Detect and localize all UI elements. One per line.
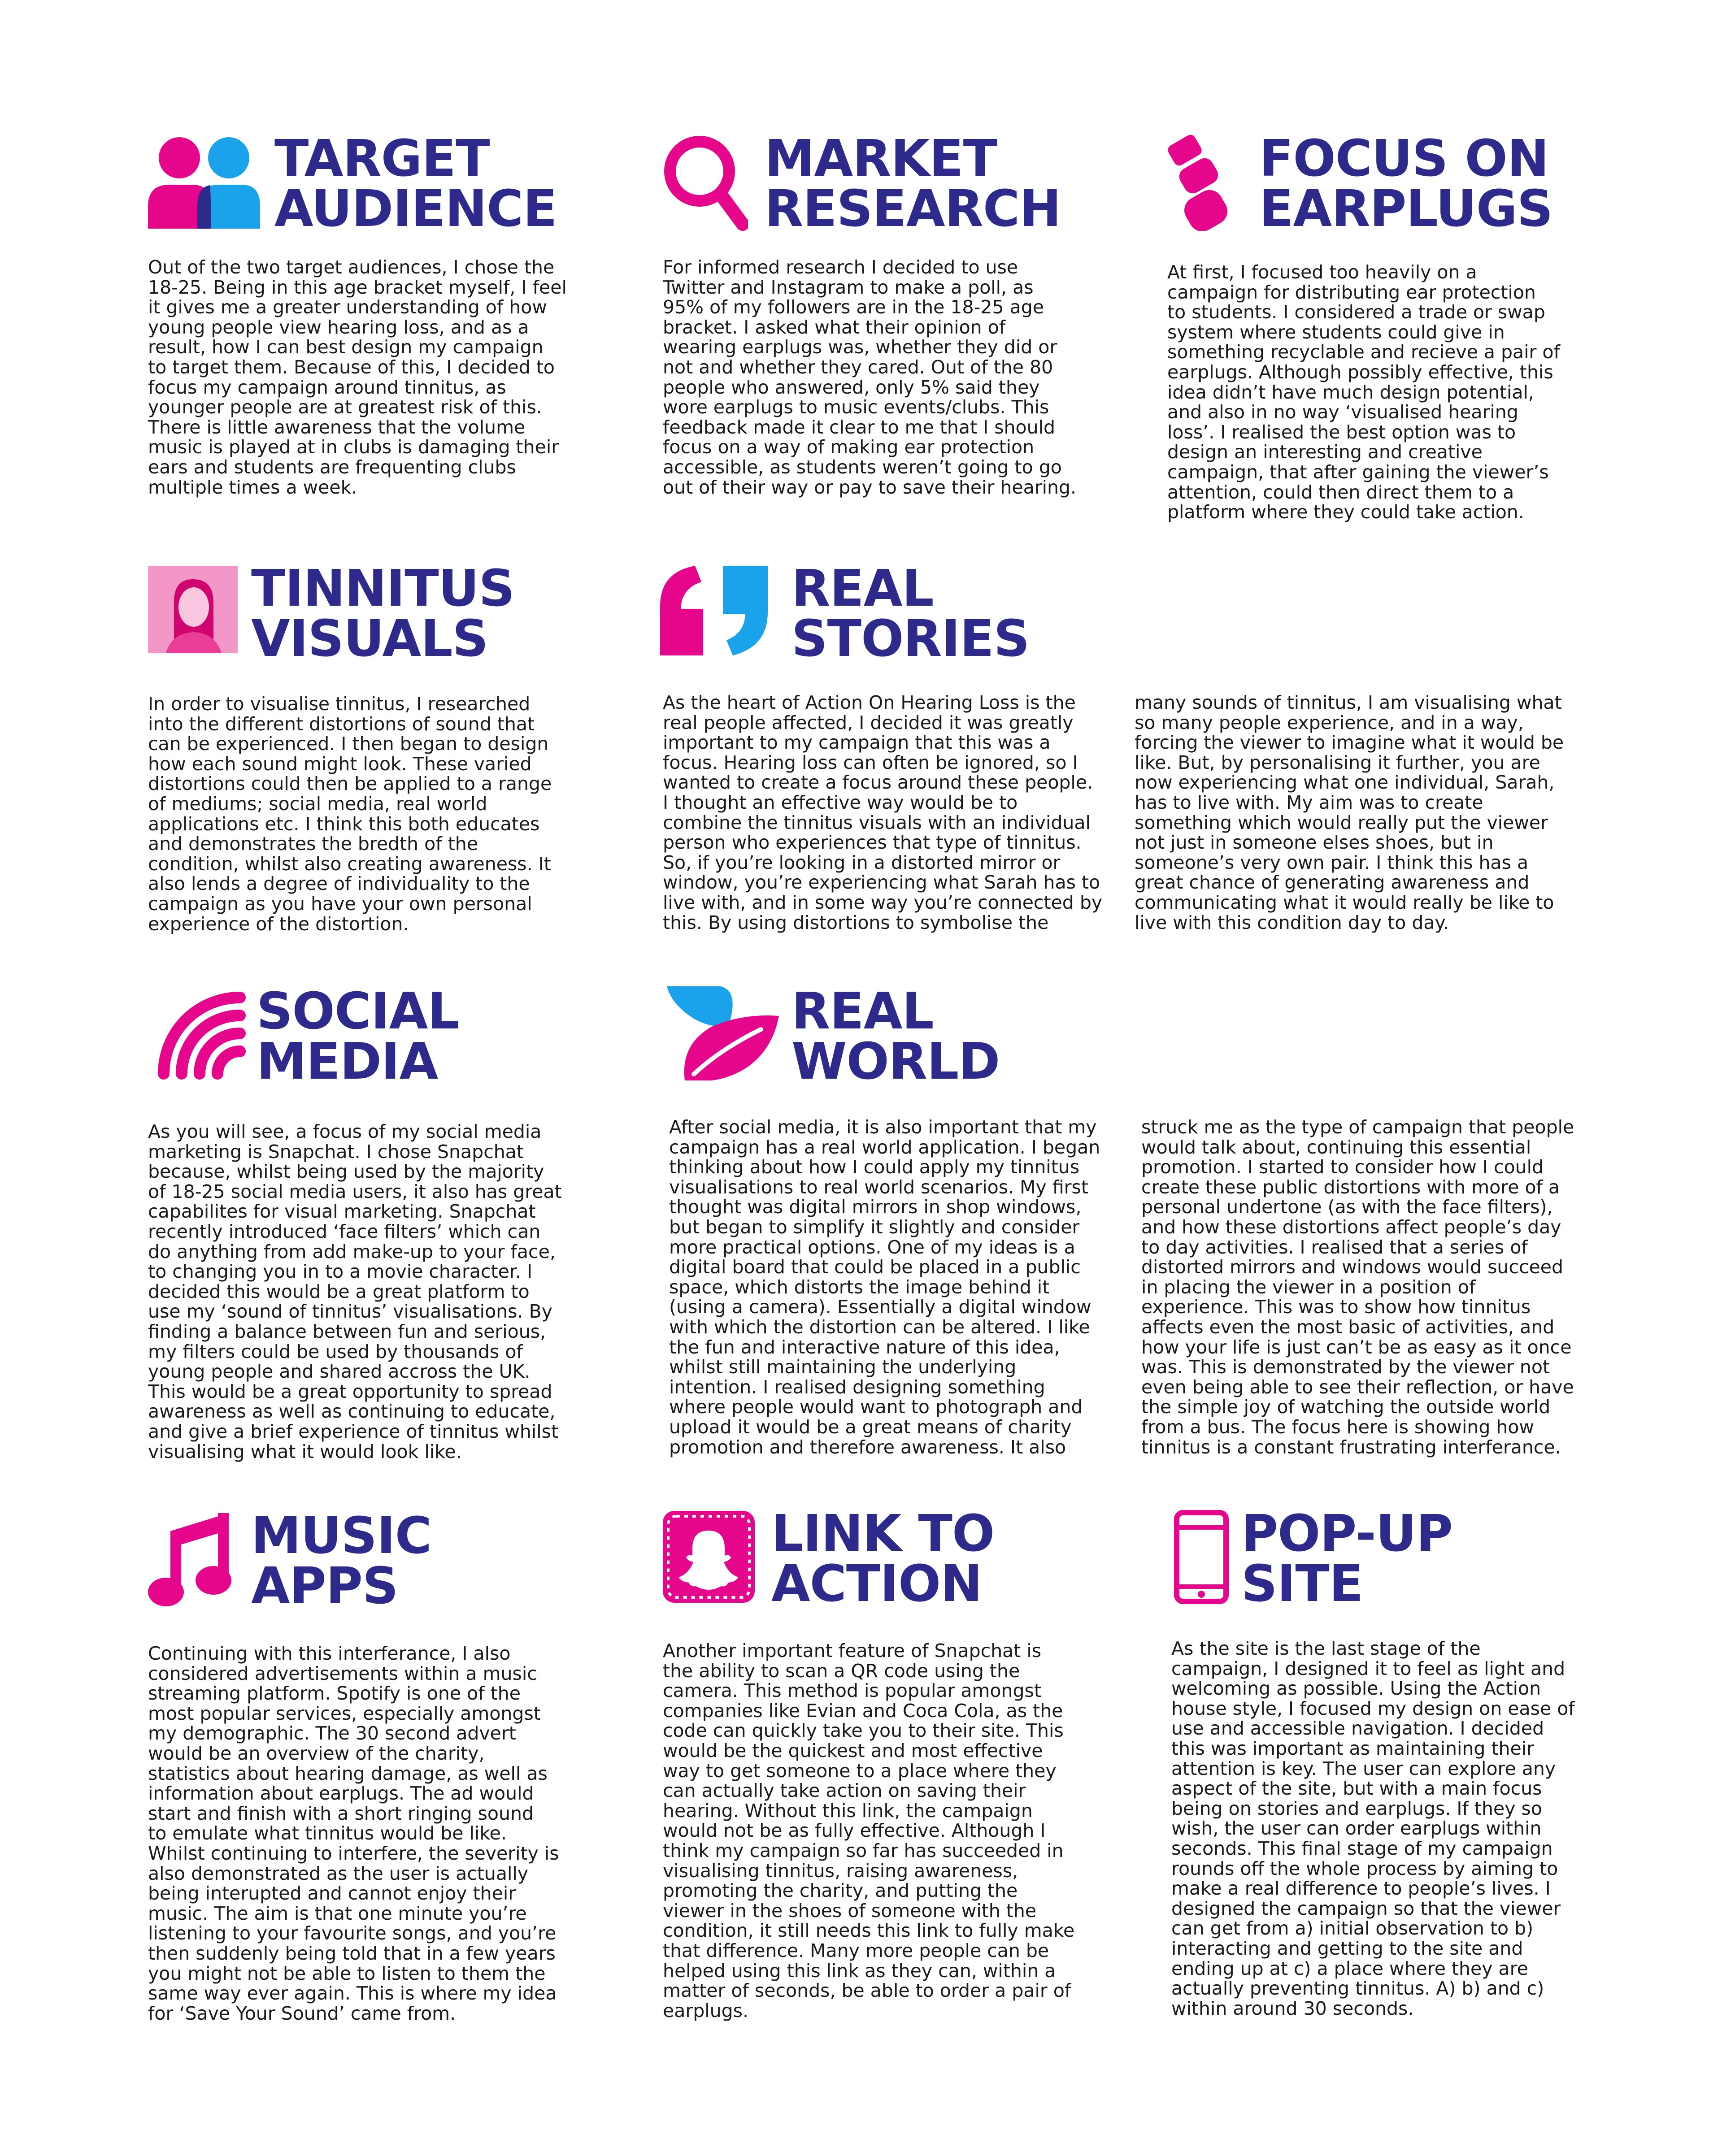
section-body-column-2: struck me as the type of campaign that people would talk about, continuing this essential promotion. I started to consider how I could create these public distortions with more of a personal undertone (as with the face filters), and how these distortions affect people’s day to day activities. I realised that a series of distorted mirrors and windows would succeed in placing the viewer in a position of experience. This was to show how tinnitus affects even the most basic of activities, and how your life is just can’t be as easy as it once was. This is demonstrated by the viewer not even being able to see their reflection, or have the simple joy of watching the outside world from a bus. The focus here is showing how tinnitus is a constant frustrating interferance. (1141, 1116, 1574, 1458)
section-title: REAL STORIES (791, 560, 1030, 668)
leaves-icon (667, 986, 779, 1080)
section-body-column-1: As the heart of Action On Hearing Loss is the real people affected, I decided it was greatly important to my campaign that this was a focus. Hearing loss can often be ignored, so I wanted to create a focus around these people. I thought an effective way would be to combine the tinnitus visuals with an individual person who experiences that type of tinnitus. So, if you’re looking in a distorted mirror or window, you’re experiencing what Sarah has to live with, and in some way you’re connected by this. By using distortions to symbolise the (663, 692, 1103, 933)
section-body: Out of the two target audiences, I chose the 18-25. Being in this age bracket myself, I feel it gives me a greater understanding of how young people view hearing loss, and as a result, how I can best design my campaign to target them. Because of this, I decided to focus my campaign around tinnitus, as younger people are at greatest risk of this. There is little awareness that the volume music is played at in clubs is damaging their ears and students are frequenting clubs multiple times a week. (148, 256, 567, 498)
section-title: TINNITUS VISUALS (251, 560, 515, 668)
section-title: FOCUS ON EARPLUGS (1259, 130, 1553, 238)
section-title: MUSIC APPS (251, 1507, 431, 1615)
section-body: At first, I focused too heavily on a campaign for distributing ear protection to students. I considered a trade or swap system where students could give in something recyclable and recieve a pair of earplugs. Although possibly effective, this idea didn’t have much design potential, and also in no way ‘visualised hearing loss’. I realised the best option was to design an interesting and creative campaign, that after gaining the viewer’s attention, could then direct them to a platform where they could take action. (1167, 261, 1560, 523)
quote-icon (660, 566, 768, 655)
section-body: As the site is the last stage of the campaign, I designed it to feel as light and welcoming as possible. Using the Action house style, I focused my design on ease of use and accessible navigation. I decided this was important as maintaining their attention is key. The user can explore any aspect of the site, but with a main focus being on stories and earplugs. If they so wish, the user can order earplugs within seconds. This final stage of my campaign rounds off the whole process by aiming to make a real difference to people’s lives. I designed the campaign so that the viewer can get from a) initial observation to b) interacting and getting to the site and ending up at c) a place where they are actually preventing tinnitus. A) b) and c) within around 30 seconds. (1171, 1638, 1575, 2019)
section-body-column-1: After social media, it is also important that my campaign has a real world application. I began thinking about how I could apply my tinnitus visualisations to real world scenarios. My first thought was digital mirrors in shop windows, but began to simplify it slightly and consider more practical options. One of my ideas is a digital board that could be placed in a public space, which distorts the image behind it (using a camera). Essentially a digital window with which the distortion can be altered. I like the fun and interactive nature of this idea, whilst still maintaining the underlying intention. I realised designing something where people would want to photograph and upload it would be a great means of charity promotion and therefore awareness. It also (669, 1116, 1100, 1458)
section-body: Continuing with this interferance, I also considered advertisements within a music streaming platform. Spotify is one of the most popular services, especially amongst my demographic. The 30 second advert would be an overview of the charity, statistics about hearing damage, as well as information about earplugs. The ad would start and finish with a short ringing sound to emulate what tinnitus would be like. Whilst continuing to interfere, the severity is also demonstrated as the user is actually being interupted and cannot enjoy their music. The aim is that one minute you’re listening to your favourite songs, and you’re then suddenly being told that in a few years you might not be able to listen to them the same way ever again. This is where my idea for ‘Save Your Sound’ came from. (148, 1643, 559, 2024)
section-title: REAL WORLD (791, 982, 1000, 1091)
section-title: POP-UP SITE (1241, 1505, 1452, 1613)
section-body: Another important feature of Snapchat is the ability to scan a QR code using the camera. This method is popular amongst companies like Evian and Coca Cola, as the code can quickly take you to their site. This would be the quickest and most effective way to get someone to a place where they can actually take action on saving their hearing. Without this link, the campaign would not be as fully effective. Although I think my campaign so far has succeeded in visualising tinnitus, raising awareness, promoting the charity, and putting the viewer in the shoes of someone with the condition, it still needs this link to fully make that difference. Many more people can be helped using this link as they can, within a matter of seconds, be able to order a pair of earplugs. (663, 1640, 1075, 2022)
section-title: SOCIAL MEDIA (257, 982, 459, 1091)
music-note-icon (148, 1513, 233, 1607)
earplug-icon (1165, 134, 1232, 231)
section-title: TARGET AUDIENCE (274, 130, 557, 238)
magnifier-icon (663, 134, 748, 231)
smartphone-icon (1174, 1510, 1229, 1604)
section-title: MARKET RESEARCH (765, 130, 1061, 238)
section-body: For informed research I decided to use Twitter and Instagram to make a poll, as 95% of my followers are in the 18-25 age bracket. I asked what their opinion of wearing earplugs was, whether they did or not and whether they cared. Out of the 80 people who answered, only 5% said they wore earplugs to music events/clubs. This feedback made it clear to me that I should focus on a way of making ear protection accessible, as students weren’t going to go out of their way or pay to save their hearing. (663, 256, 1077, 498)
section-title: LINK TO ACTION (771, 1505, 995, 1613)
people-icon (148, 134, 260, 229)
portrait-photo-icon (148, 566, 238, 653)
snapcode-icon (663, 1511, 755, 1603)
section-body: In order to visualise tinnitus, I researched into the different distortions of sound that can be experienced. I then began to design how each sound might look. These varied distortions could then be applied to a range of mediums; social media, real world applications etc. I think this both educates and demonstrates the bredth of the condition, whilst also creating awareness. It also lends a degree of individuality to the campaign as you have your own personal experience of the distortion. (148, 693, 552, 935)
section-body-column-2: many sounds of tinnitus, I am visualising what so many people experience, and in a way, forcing the viewer to imagine what it would be like. But, by personalising it further, you are now experiencing what one individual, Sarah, has to live with. My aim was to create something which would really put the viewer not just in someone elses shoes, but in someone’s very own pair. I think this has a great chance of generating awareness and communicating what it would really be like to live with this condition day to day. (1135, 692, 1564, 933)
wifi-signal-icon (155, 989, 249, 1083)
section-body: As you will see, a focus of my social media marketing is Snapchat. I chose Snapchat because, whilst being used by the majority of 18-25 social media users, it also has great capabilites for visual marketing. Snapchat recently introduced ‘face filters’ which can do anything from add make-up to your face, to changing you in to a movie character. I decided this would be a great platform to use my ‘sound of tinnitus’ visualisations. By finding a balance between fun and serious, my filters could be used by thousands of young people and shared accross the UK. This would be a great opportunity to spread awareness as well as continuing to educate, and give a brief experience of tinnitus whilst visualising what it would look like. (148, 1121, 562, 1462)
